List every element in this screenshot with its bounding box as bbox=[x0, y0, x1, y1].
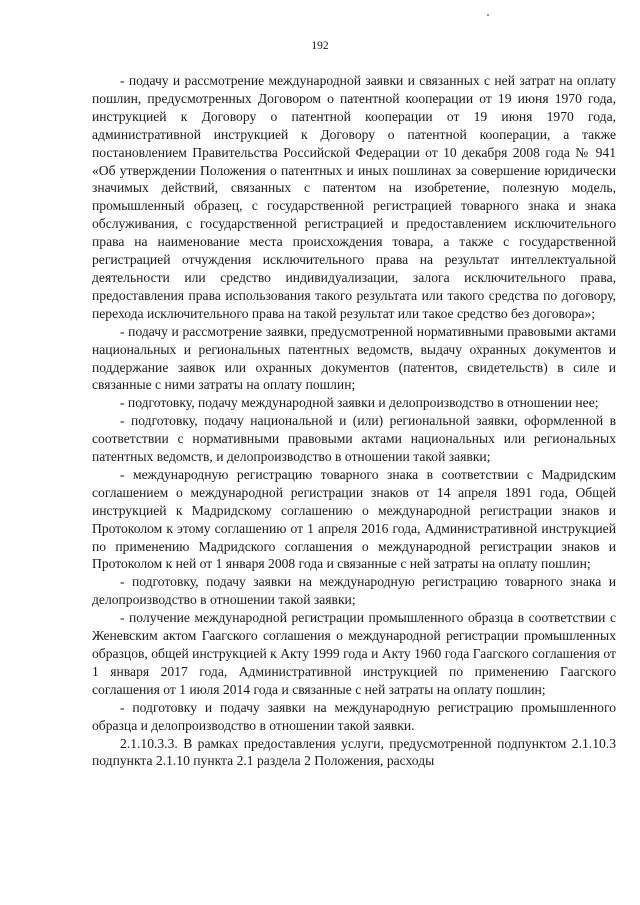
document-body bbox=[92, 72, 616, 770]
paragraph: - подачу и рассмотрение международной заявки и связанных с ней затрат на оплату пошлин, предусмотренных Договором о патентной кооперации от 19 июня 1970 года, инструкцией к Договору о патентной кооперации от 19 июня 1970 года, административной инструкцией к Договору о патентной кооперации, а также постановлением Правительства Российской Федерации от 10 декабря 2008 года № 941 «Об утверждении Положения о патентных и иных пошлинах за совершение юридически значимых действий, связанных с патентом на изобретение, полезную модель, промышленный образец, с государственной регистрацией товарного знака и знака обслуживания, с государственной регистрацией и предоставлением исключительного права на наименование места происхождения товара, а также с государственной регистрацией отчуждения исключительного права на результат интеллектуальной деятельности или средство индивидуализации, залога исключительного права, предоставления права использования такого результата или такого средства по договору, перехода исключительного права на такой результат или такое средство без договора»; bbox=[92, 73, 616, 321]
paragraph: - получение международной регистрации промышленного образца в соответствии с Женевским актом Гаагского соглашения о международной регистрации промышленных образцов, общей инструкцией к Акту 1999 года и Акту 1960 года Гаагского соглашения от 1 января 2017 года, Административной инструкцией по применению Гаагского соглашения от 1 июля 2014 года и связанные с ней затраты на оплату пошлин; bbox=[92, 610, 616, 697]
paragraph: - подготовку и подачу заявки на международную регистрацию промышленного образца и делопроизводство в отношении такой заявки. bbox=[92, 699, 616, 733]
paragraph: - подачу и рассмотрение заявки, предусмотренной нормативными правовыми актами национальных и региональных патентных ведомств, выдачу охранных документов и поддержание заявок или охранных документов (патентов, свидетельств) в силе и связанные с ними затраты на оплату пошлин; bbox=[92, 323, 616, 393]
paragraph: - подготовку, подачу заявки на международную регистрацию товарного знака и делопроизводство в отношении такой заявки; bbox=[92, 574, 616, 608]
paragraph: - подготовку, подачу национальной и (или) региональной заявки, оформленной в соответствии с нормативными правовыми актами национальных или региональных патентных ведомств, и делопроизводство в отношении такой заявки; bbox=[92, 413, 616, 465]
scan-speck bbox=[487, 14, 489, 16]
paragraph: - международную регистрацию товарного знака в соответствии с Мадридским соглашением о международной регистрации знаков от 14 апреля 1891 года, Общей инструкцией к Мадридскому соглашению о международной регистрации знаков и Протоколом к этому соглашению от 1 апреля 2016 года, Административной инструкцией по применению Мадридского соглашения о международной регистрации знаков и Протоколом к ней от 1 января 2008 года и связанные с ней затраты на оплату пошлин; bbox=[92, 466, 616, 572]
paragraph: 2.1.10.3.3. В рамках предоставления услуги, предусмотренной подпунктом 2.1.10.3 подпункта 2.1.10 пункта 2.1 раздела 2 Положения, расходы bbox=[92, 735, 616, 769]
page-number: 192 bbox=[311, 40, 329, 52]
paragraph: - подготовку, подачу международной заявки и делопроизводство в отношении нее; bbox=[120, 395, 599, 411]
